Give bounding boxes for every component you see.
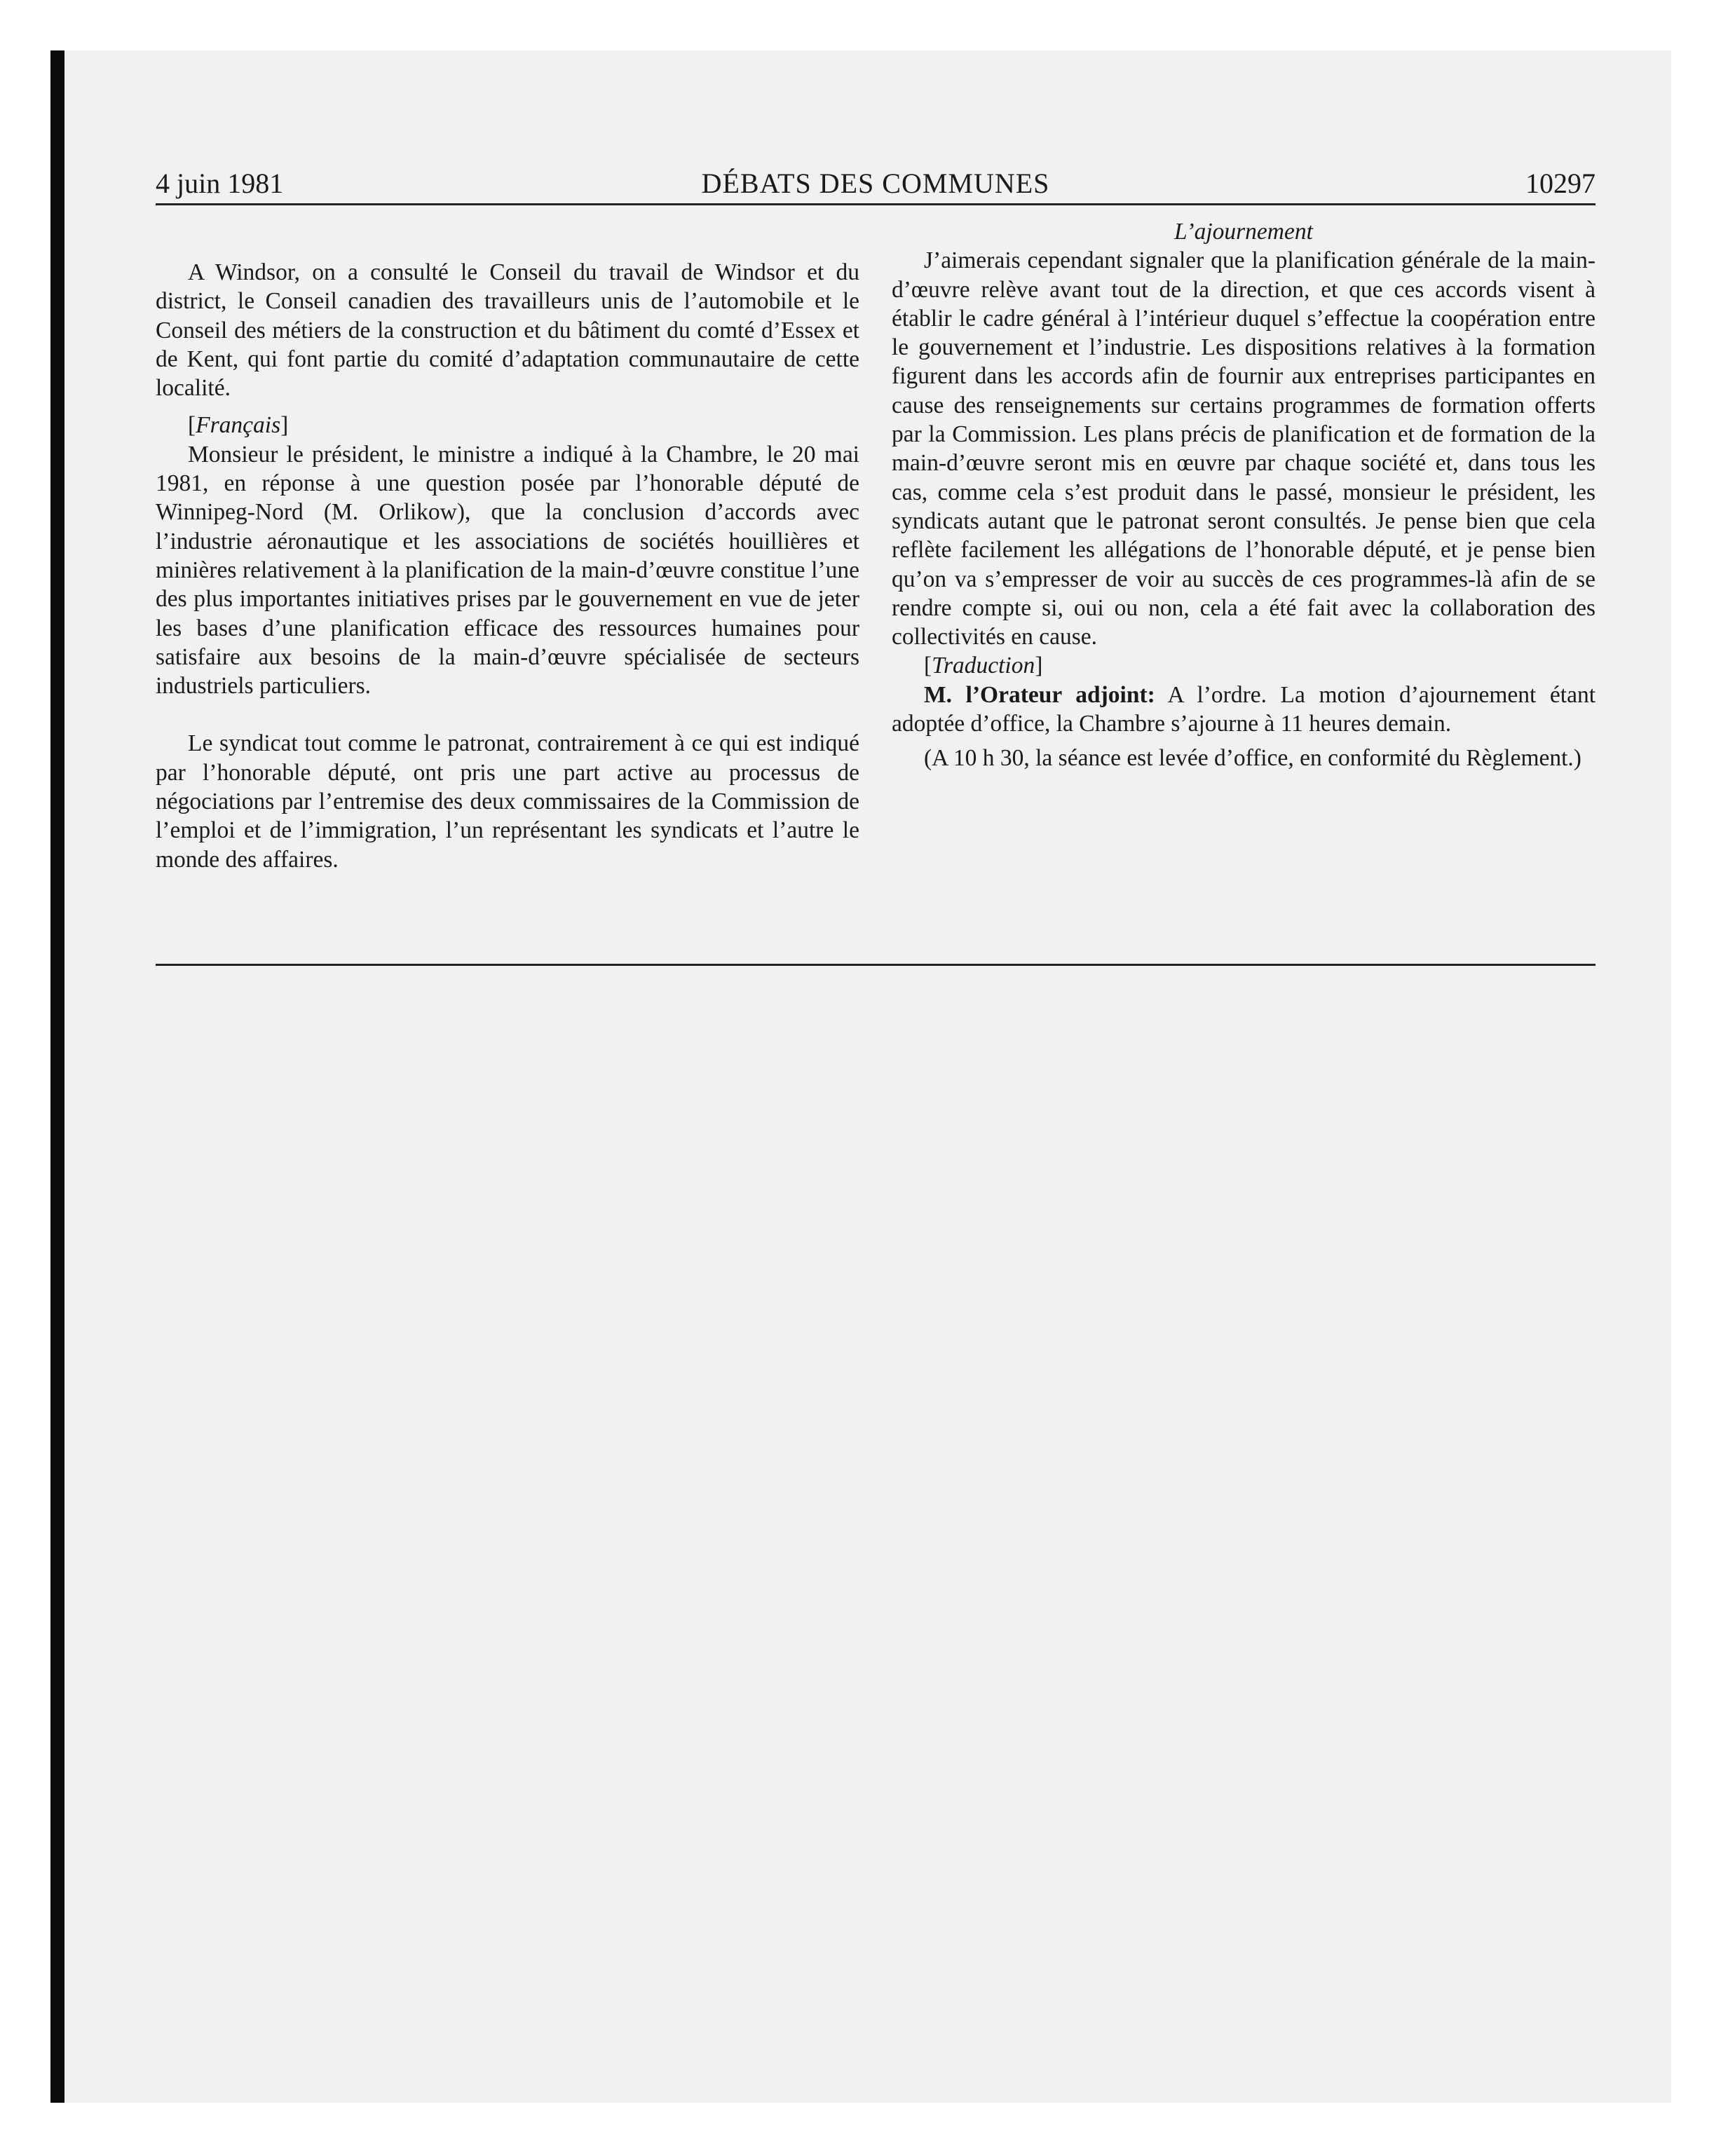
running-header [156, 163, 1595, 205]
page-number: 10297 [1525, 168, 1595, 199]
right-column [892, 217, 1595, 773]
paragraph: J’aimerais cependant signaler que la planification générale de la main-d’œuvre relève avant tout de la direction, et que ces accords visent à établir le cadre général à l’intérieur duquel s’effectue la coopération entre le gouvernement et l’industrie. Les dispositions relatives à la formation figurent dans les accords afin de fournir aux entreprises participantes en cause des renseignements sur certains programmes de formation offerts par la Commission. Les plans précis de planification et de formation de la main-d’œuvre seront mis en œuvre par chaque société et, dans tous les cas, comme cela s’est produit dans le passé, monsieur le président, les syndicats autant que le patronat seront consultés. Je pense bien que cela reflète facilement les allégations de l’honorable député, et je pense bien qu’on va s’empresser de voir au succès de ces programmes-là afin de se rendre compte si, oui ou non, cela a été fait avec la collaboration des collectivités en cause. [892, 247, 1595, 650]
left-column [156, 217, 859, 874]
speaker-paragraph [892, 681, 1595, 739]
language-tag-text: Traduction [932, 653, 1035, 679]
section-heading: L’ajournement [1174, 219, 1313, 245]
language-tag: [Français] [188, 412, 289, 439]
header-title: DÉBATS DES COMMUNES [701, 168, 1050, 199]
binding-edge [50, 50, 64, 2103]
speech-text: A l’ordre. La motion d’ajournement étant adoptée d’office, la Chambre s’ajourne à 11 heures demain. [892, 681, 1596, 737]
header-date: 4 juin 1981 [156, 168, 284, 199]
paragraph: A Windsor, on a consulté le Conseil du travail de Windsor et du district, le Conseil canadien des travailleurs unis de l’automobile et le Conseil des métiers de la construction et du bâtiment du comté d’Essex et de Kent, qui font partie du comité d’adaptation communautaire de cette localité. [156, 259, 859, 402]
speaker-name: M. l’Orateur adjoint: [924, 681, 1155, 708]
language-tag-text: Français [196, 412, 281, 439]
paragraph: Monsieur le président, le ministre a indiqué à la Chambre, le 20 mai 1981, en réponse à une question posée par l’honorable député de Winnipeg-Nord (M. Orlikow), que la conclusion d’accords avec l’industrie aéronautique et les associations de sociétés houillières et minières relativement à la planification de la main-d’œuvre constitue l’une des plus importantes initiatives prises par le gouvernement en vue de jeter les bases d’une planification efficace des ressources humaines pour satisfaire aux besoins de la main-d’œuvre spécialisée de secteurs industriels particuliers. [156, 441, 859, 700]
end-rule [156, 964, 1595, 966]
paragraph: Le syndicat tout comme le patronat, contrairement à ce qui est indiqué par l’honorable député, ont pris une part active au processus de négociations par l’entremise des deux commissaires de la Commission de l’emploi et de l’immigration, l’un représentant les syndicats et l’autre le monde des affaires. [156, 730, 859, 873]
paragraph: (A 10 h 30, la séance est levée d’office, en conformité du Règlement.) [924, 745, 1581, 772]
header-rule [156, 203, 1595, 205]
language-tag: [Traduction] [924, 653, 1043, 679]
